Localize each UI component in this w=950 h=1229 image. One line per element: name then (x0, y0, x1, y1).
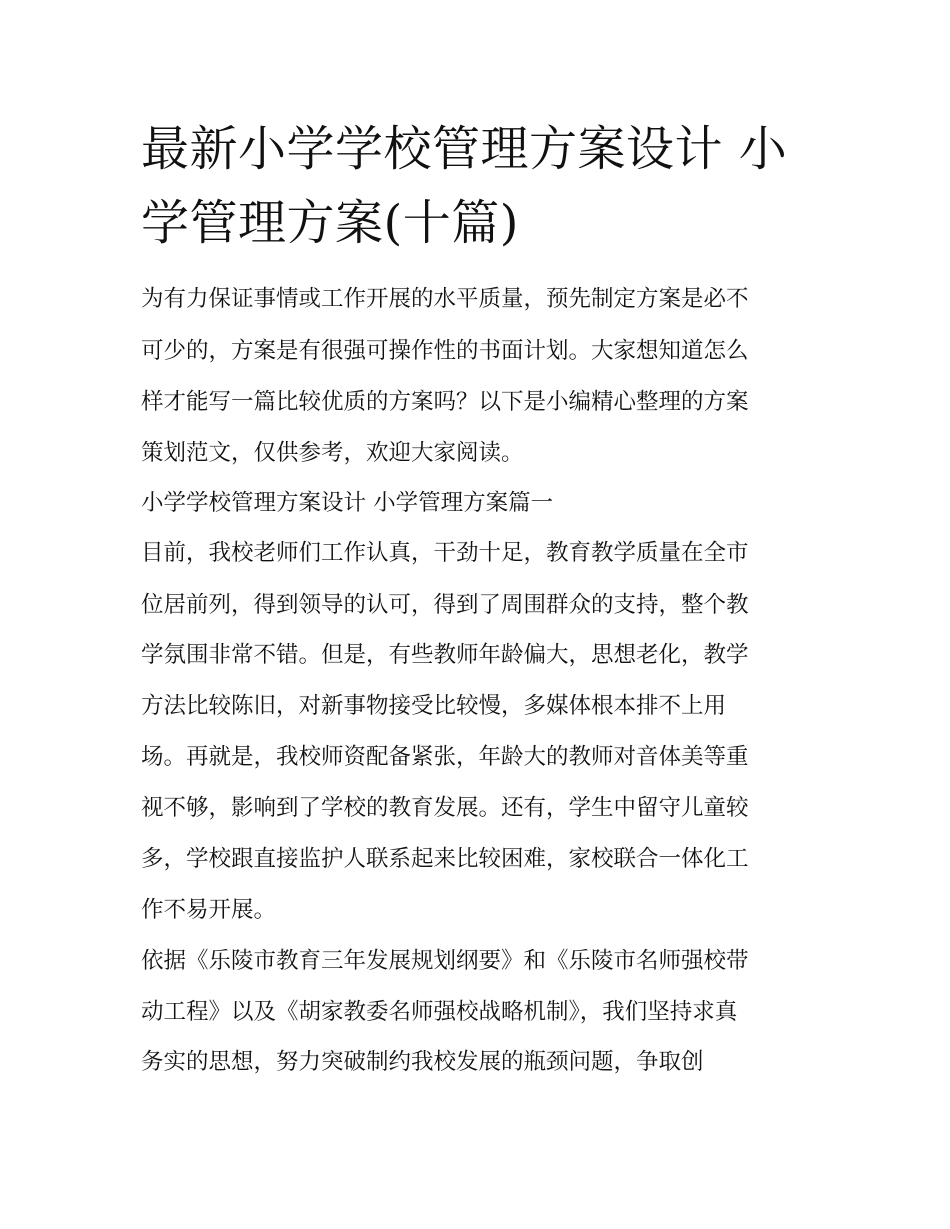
intro-line-1: 为有力保证事情或工作开展的水平质量，预先制定方案是必不 (141, 286, 749, 312)
para1-line-6: 视不够，影响到了学校的教育发展。还有，学生中留守儿童较 (141, 795, 749, 821)
para2-line-2: 动工程》以及《胡家教委名师强校战略机制》，我们坚持求真 (141, 999, 738, 1025)
section-heading: 小学学校管理方案设计 小学管理方案篇一 (141, 490, 554, 516)
intro-line-3: 样才能写一篇比较优质的方案吗？以下是小编精心整理的方案 (141, 389, 749, 415)
title-line-1: 最新小学学校管理方案设计 小 (141, 121, 788, 177)
document-title (141, 112, 821, 260)
para1-line-8: 作不易开展。 (141, 897, 277, 923)
intro-line-2: 可少的，方案是有很强可操作性的书面计划。大家想知道怎么 (141, 338, 749, 364)
para1-line-3: 学氛围非常不错。但是，有些教师年龄偏大，思想老化，教学 (141, 642, 749, 668)
intro-line-4: 策划范文，仅供参考，欢迎大家阅读。 (141, 440, 524, 466)
para2-line-3: 务实的思想，努力突破制约我校发展的瓶颈问题，争取创 (141, 1049, 704, 1075)
para1-line-4: 方法比较陈旧，对新事物接受比较慢，多媒体根本排不上用 (141, 693, 727, 719)
para1-line-1: 目前，我校老师们工作认真，干劲十足，教育教学质量在全市 (141, 540, 749, 566)
para1-line-7: 多，学校跟直接监护人联系起来比较困难，家校联合一体化工 (141, 846, 749, 872)
para2-line-1: 依据《乐陵市教育三年发展规划纲要》和《乐陵市名师强校带 (141, 948, 749, 974)
para1-line-5: 场。再就是，我校师资配备紧张，年龄大的教师对音体美等重 (141, 744, 749, 770)
para1-line-2: 位居前列，得到领导的认可，得到了周围群众的支持，整个教 (141, 592, 749, 618)
title-line-2: 学管理方案(十篇) (141, 195, 519, 251)
